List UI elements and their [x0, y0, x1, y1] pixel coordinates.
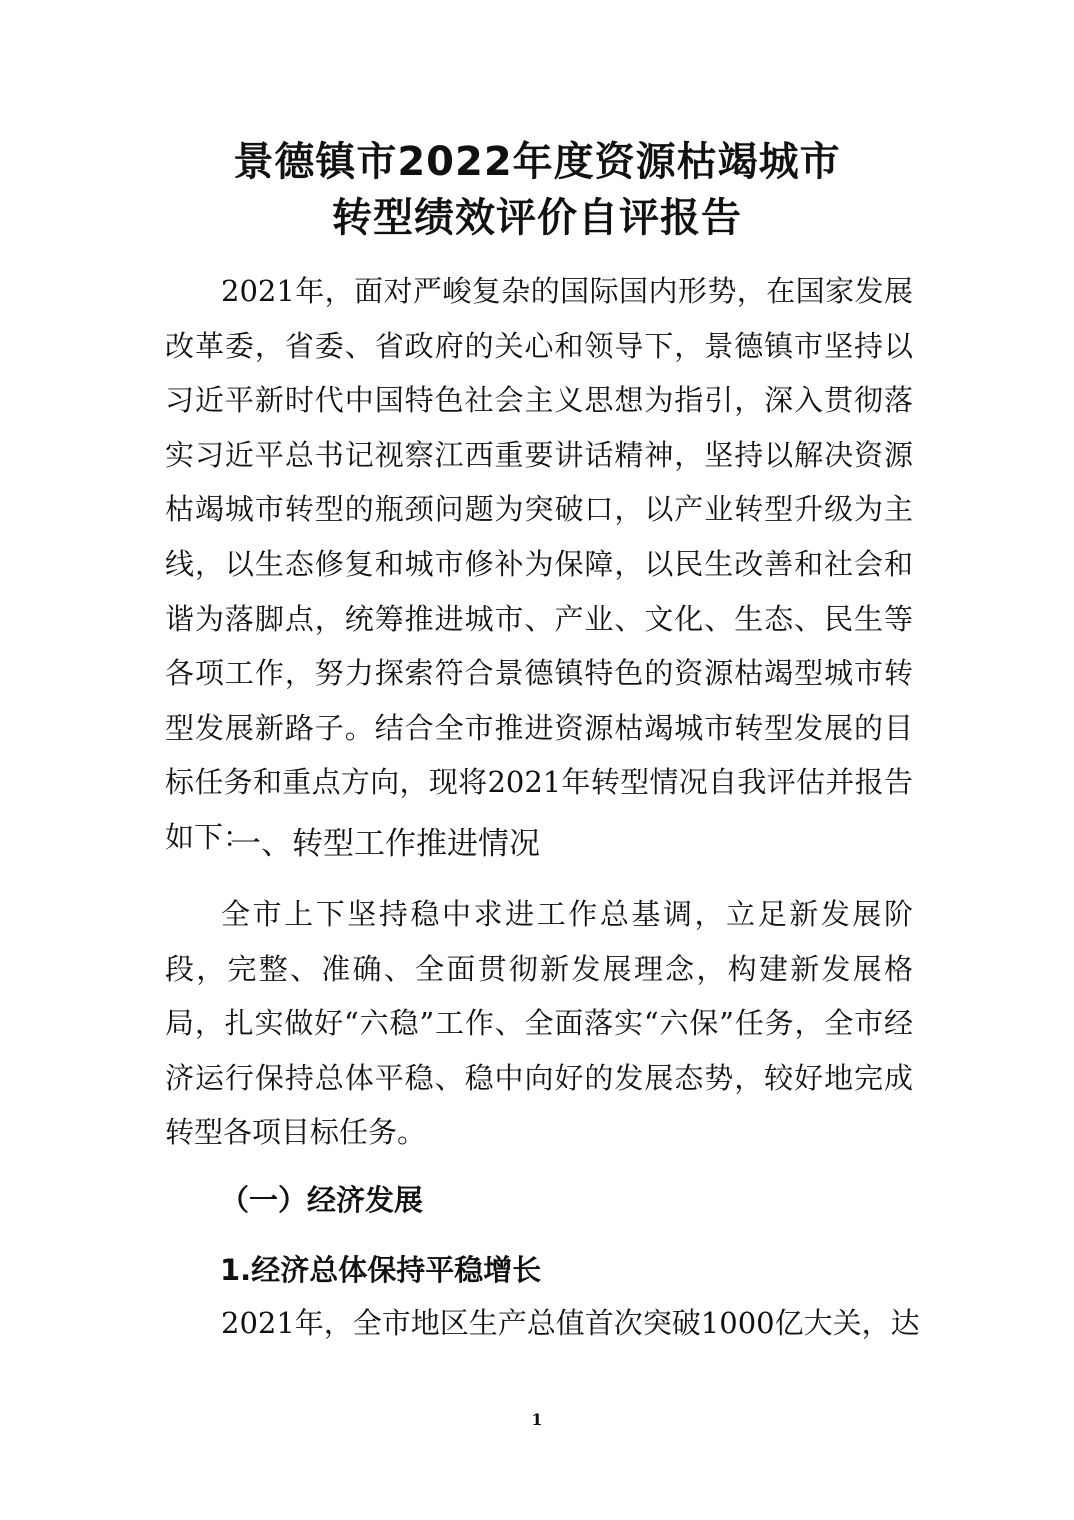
report-title-line2: 转型绩效评价自评报告 [332, 195, 742, 241]
section-paragraph: 全市上下坚持稳中求进工作总基调，立足新发展阶段，完整、准确、全面贯彻新发展理念，构建新发展格局，扎实做好“六稳”工作、全面落实“六保”任务，全市经济运行保持总体平稳、稳中向好的发展态势，较好地完成转型各项目标任务。 [165, 897, 913, 1150]
section-heading: 一、转型工作推进情况 [230, 826, 540, 862]
intro-paragraph: 2021年，面对严峻复杂的国际国内形势，在国家发展改革委，省委、省政府的关心和领导下，景德镇市坚持以习近平新时代中国特色社会主义思想为指引，深入贯彻落实习近平总书记视察江西重要讲话精神，坚持以解决资源枯竭城市转型的瓶颈问题为突破口，以产业转型升级为主线，以生态修复和城市修补为保障，以民生改善和社会和谐为落脚点，统筹推进城市、产业、文化、生态、民生等各项工作，努力探索符合景德镇特色的资源枯竭型城市转型发展新路子。结合全市推进资源枯竭城市转型发展的目标任务和重点方向，现将2021年转型情况自我评估并报告如下： [165, 274, 913, 854]
report-title-line1: 景德镇市2022年度资源枯竭城市 [233, 139, 841, 185]
item-paragraph: 2021年，全市地区生产总值首次突破1000亿大关，达 [221, 1306, 920, 1340]
page-number: 1 [531, 1410, 543, 1429]
subsection-heading: （一）经济发展 [220, 1183, 424, 1217]
item-heading: 1.经济总体保持平稳增长 [220, 1253, 542, 1287]
